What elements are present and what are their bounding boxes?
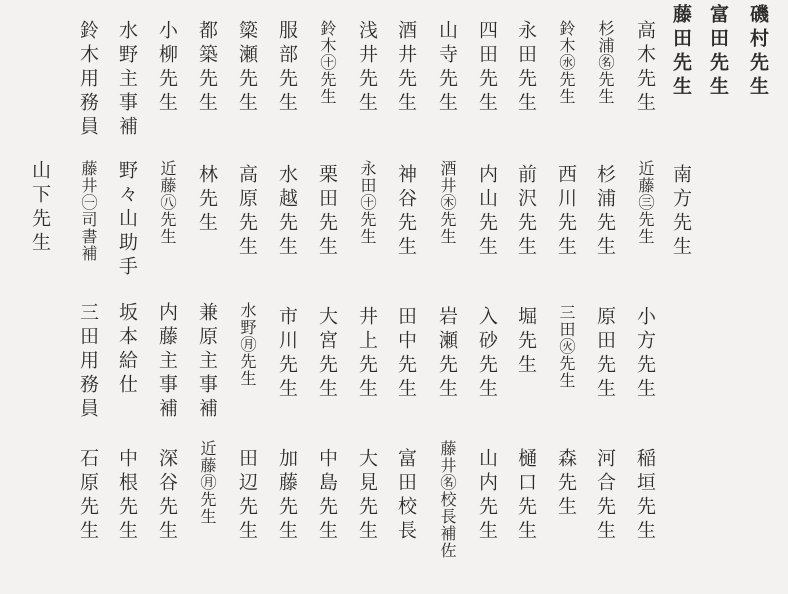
name-entry: 山寺先生 bbox=[436, 20, 458, 116]
name-entry: 坂本給仕 bbox=[116, 302, 138, 398]
name-entry: 西川先生 bbox=[555, 164, 577, 260]
name-entry: 近藤㊇先生 bbox=[158, 160, 177, 245]
name-entry: 堀先生 bbox=[515, 306, 537, 378]
name-column-16 bbox=[149, 0, 185, 594]
name-column-1 bbox=[740, 0, 776, 594]
name-entry: 山下先生 bbox=[29, 160, 51, 256]
name-column-9 bbox=[429, 0, 465, 594]
name-entry: 三田㊋先生 bbox=[557, 304, 576, 389]
name-entry: 藤田先生 bbox=[670, 4, 692, 100]
name-entry: 杉浦先生 bbox=[594, 164, 616, 260]
name-entry: 林先生 bbox=[196, 164, 218, 236]
name-entry: 深谷先生 bbox=[156, 448, 178, 544]
name-entry: 稲垣先生 bbox=[634, 448, 656, 544]
name-entry: 兼原主事補 bbox=[196, 302, 218, 422]
name-entry: 原田先生 bbox=[594, 306, 616, 402]
name-column-2 bbox=[700, 0, 736, 594]
name-column-8 bbox=[469, 0, 505, 594]
name-entry: 富田先生 bbox=[707, 4, 729, 100]
name-column-17 bbox=[109, 0, 145, 594]
name-column-7 bbox=[508, 0, 544, 594]
name-entry: 藤井㊔校長補佐 bbox=[438, 440, 457, 559]
name-entry: 栗田先生 bbox=[316, 164, 338, 260]
name-entry: 大宮先生 bbox=[316, 306, 338, 402]
name-entry: 近藤㊂先生 bbox=[636, 160, 655, 245]
name-entry: 中根先生 bbox=[116, 448, 138, 544]
name-entry: 藤井㊀司書補 bbox=[79, 160, 98, 262]
name-column-4 bbox=[627, 0, 663, 594]
name-entry: 磯村先生 bbox=[747, 4, 769, 100]
name-entry: 井上先生 bbox=[356, 306, 378, 402]
name-entry: 浅井先生 bbox=[356, 20, 378, 116]
name-entry: 石原先生 bbox=[77, 448, 99, 544]
name-entry: 市川先生 bbox=[276, 306, 298, 402]
name-entry: 田中先生 bbox=[395, 306, 417, 402]
name-entry: 四田先生 bbox=[476, 20, 498, 116]
name-column-13 bbox=[269, 0, 305, 594]
name-column-19 bbox=[22, 0, 58, 594]
name-entry: 中島先生 bbox=[316, 448, 338, 544]
name-entry: 内藤主事補 bbox=[156, 302, 178, 422]
name-entry: 酒井先生 bbox=[395, 20, 417, 116]
name-entry: 河合先生 bbox=[594, 448, 616, 544]
name-entry: 都築先生 bbox=[196, 20, 218, 116]
name-entry: 永田先生 bbox=[515, 20, 537, 116]
name-entry: 森先生 bbox=[555, 448, 577, 520]
name-entry: 神谷先生 bbox=[395, 164, 417, 260]
name-entry: 入砂先生 bbox=[476, 306, 498, 402]
name-entry: 田辺先生 bbox=[236, 448, 258, 544]
name-entry: 酒井㊍先生 bbox=[438, 160, 457, 245]
name-entry: 樋口先生 bbox=[515, 448, 537, 544]
name-entry: 富田校長 bbox=[395, 448, 417, 544]
name-entry: 小柳先生 bbox=[156, 20, 178, 116]
name-column-12 bbox=[309, 0, 345, 594]
name-entry: 簗瀬先生 bbox=[236, 20, 258, 116]
name-entry: 前沢先生 bbox=[515, 164, 537, 260]
name-entry: 三田用務員 bbox=[77, 302, 99, 422]
name-entry: 近藤㊊先生 bbox=[198, 440, 217, 525]
name-entry: 鈴木用務員 bbox=[77, 20, 99, 140]
name-entry: 鈴木㊌先生 bbox=[557, 20, 576, 105]
name-column-10 bbox=[388, 0, 424, 594]
name-entry: 高木先生 bbox=[634, 20, 656, 116]
name-entry: 高原先生 bbox=[236, 164, 258, 260]
name-column-3 bbox=[663, 0, 699, 594]
name-entry: 小方先生 bbox=[634, 306, 656, 402]
name-column-11 bbox=[349, 0, 385, 594]
name-entry: 加藤先生 bbox=[276, 448, 298, 544]
name-entry: 杉浦㊔先生 bbox=[596, 20, 615, 105]
name-column-15 bbox=[189, 0, 225, 594]
name-entry: 水野㊊先生 bbox=[238, 302, 257, 387]
name-entry: 野々山助手 bbox=[116, 160, 138, 280]
name-entry: 大見先生 bbox=[356, 448, 378, 544]
name-entry: 水越先生 bbox=[276, 164, 298, 260]
name-entry: 岩瀬先生 bbox=[436, 306, 458, 402]
name-entry: 内山先生 bbox=[476, 164, 498, 260]
name-entry: 山内先生 bbox=[476, 448, 498, 544]
name-entry: 水野主事補 bbox=[116, 20, 138, 140]
name-column-18 bbox=[70, 0, 106, 594]
name-entry: 鈴木㊉先生 bbox=[318, 20, 337, 105]
name-column-5 bbox=[587, 0, 623, 594]
name-column-6 bbox=[548, 0, 584, 594]
name-entry: 南方先生 bbox=[670, 164, 692, 260]
name-column-14 bbox=[229, 0, 265, 594]
name-entry: 永田㊉先生 bbox=[358, 160, 377, 245]
name-entry: 服部先生 bbox=[276, 20, 298, 116]
